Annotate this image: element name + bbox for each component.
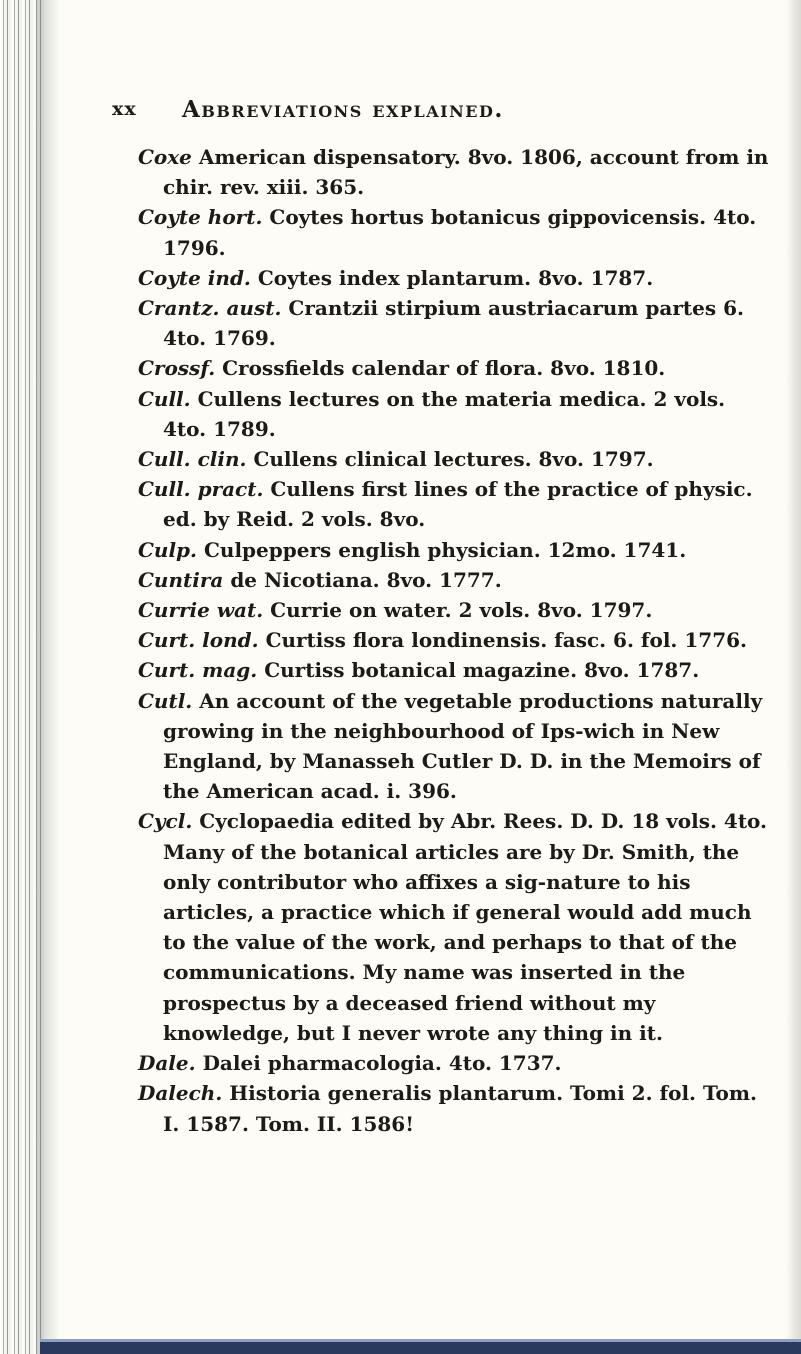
entry-description: American dispensatory. 8vo. 1806, account from in chir. rev. xiii. 365. (163, 145, 769, 200)
abbreviation-entry (138, 444, 770, 474)
entry-abbreviation: Cutl. (138, 688, 193, 713)
abbreviation-entry (138, 806, 770, 1048)
abbreviation-entry (138, 353, 770, 383)
running-title: Abbreviations explained. (182, 96, 504, 123)
entry-description: Curtiss flora londinensis. fasc. 6. fol. 1776. (265, 628, 747, 653)
page-header (112, 96, 752, 126)
abbreviation-entry (138, 625, 770, 655)
entry-abbreviation: Coxe (138, 145, 192, 169)
entry-abbreviation: Dalech. (138, 1081, 223, 1106)
abbreviation-entry (138, 293, 770, 353)
entry-description: Historia generalis plantarum. Tomi 2. fol. Tom. I. 1587. Tom. II. 1586! (163, 1081, 758, 1136)
entry-description: Currie on water. 2 vols. 8vo. 1797. (270, 598, 653, 623)
entry-abbreviation: Culp. (138, 537, 198, 562)
entry-description: Coytes hortus botanicus gippovicensis. 4to. 1796. (163, 205, 757, 260)
scan-bottom-edge (40, 1342, 801, 1354)
entry-abbreviation: Coyte hort. (138, 205, 263, 230)
entry-abbreviation: Cull. pract. (138, 477, 264, 502)
abbreviation-list (138, 142, 770, 1139)
entry-abbreviation: Cull. (138, 386, 191, 411)
abbreviation-entry (138, 1078, 770, 1138)
entry-abbreviation: Crossf. (138, 356, 216, 381)
abbreviation-entry (138, 686, 770, 807)
abbreviation-entry (138, 202, 770, 262)
entry-description: Cyclopaedia edited by Abr. Rees. D. D. 18 vols. 4to. Many of the botanical articles are by Dr. Smith, the only contributor who affixes a sig-nature to his articles, a practice which if general would add much to the value of the work, and perhaps to that of the communications. My name was inserted in the prospectus by a deceased friend without my knowledge, but I never wrote any thing in it. (163, 809, 768, 1045)
page-number: xx (112, 98, 137, 120)
entry-description: Crantzii stirpium austriacarum partes 6. 4to. 1769. (163, 296, 744, 351)
abbreviation-entry (138, 384, 770, 444)
entry-description: An account of the vegetable productions naturally growing in the neighbourhood of Ips-wich in New England, by Manasseh Cutler D. D. in the Memoirs of the American acad. i. 396. (163, 688, 763, 804)
entry-abbreviation: Coyte ind. (138, 265, 251, 290)
entry-abbreviation: Cycl. (138, 809, 193, 834)
entry-description: Cullens first lines of the practice of physic. ed. by Reid. 2 vols. 8vo. (163, 477, 753, 532)
entry-abbreviation: Curt. lond. (138, 628, 259, 653)
entry-description: Dalei pharmacologia. 4to. 1737. (202, 1051, 562, 1076)
abbreviation-entry (138, 565, 770, 595)
abbreviation-entry (138, 1048, 770, 1078)
entry-abbreviation: Cuntira (138, 567, 224, 592)
page-edge (785, 0, 801, 1354)
entry-abbreviation: Cull. clin. (138, 447, 247, 472)
entry-description: de Nicotiana. 8vo. 1777. (230, 567, 502, 592)
entry-abbreviation: Curt. mag. (138, 658, 258, 683)
entry-description: Coytes index plantarum. 8vo. 1787. (257, 265, 654, 290)
gutter-shadow (36, 0, 60, 1354)
abbreviation-entry (138, 142, 770, 202)
entry-abbreviation: Dale. (138, 1051, 196, 1076)
entry-description: Cullens clinical lectures. 8vo. 1797. (253, 447, 654, 472)
entry-abbreviation: Crantz. aust. (138, 296, 282, 321)
abbreviation-entry (138, 474, 770, 534)
entry-description: Cullens lectures on the materia medica. 2 vols. 4to. 1789. (163, 386, 726, 441)
abbreviation-entry (138, 595, 770, 625)
entry-description: Crossfields calendar of flora. 8vo. 1810. (222, 356, 666, 381)
abbreviation-entry (138, 655, 770, 685)
abbreviation-entry (138, 263, 770, 293)
abbreviation-entry (138, 535, 770, 565)
entry-description: Curtiss botanical magazine. 8vo. 1787. (264, 658, 700, 683)
entry-abbreviation: Currie wat. (138, 598, 264, 623)
entry-description: Culpeppers english physician. 12mo. 1741. (203, 537, 687, 562)
